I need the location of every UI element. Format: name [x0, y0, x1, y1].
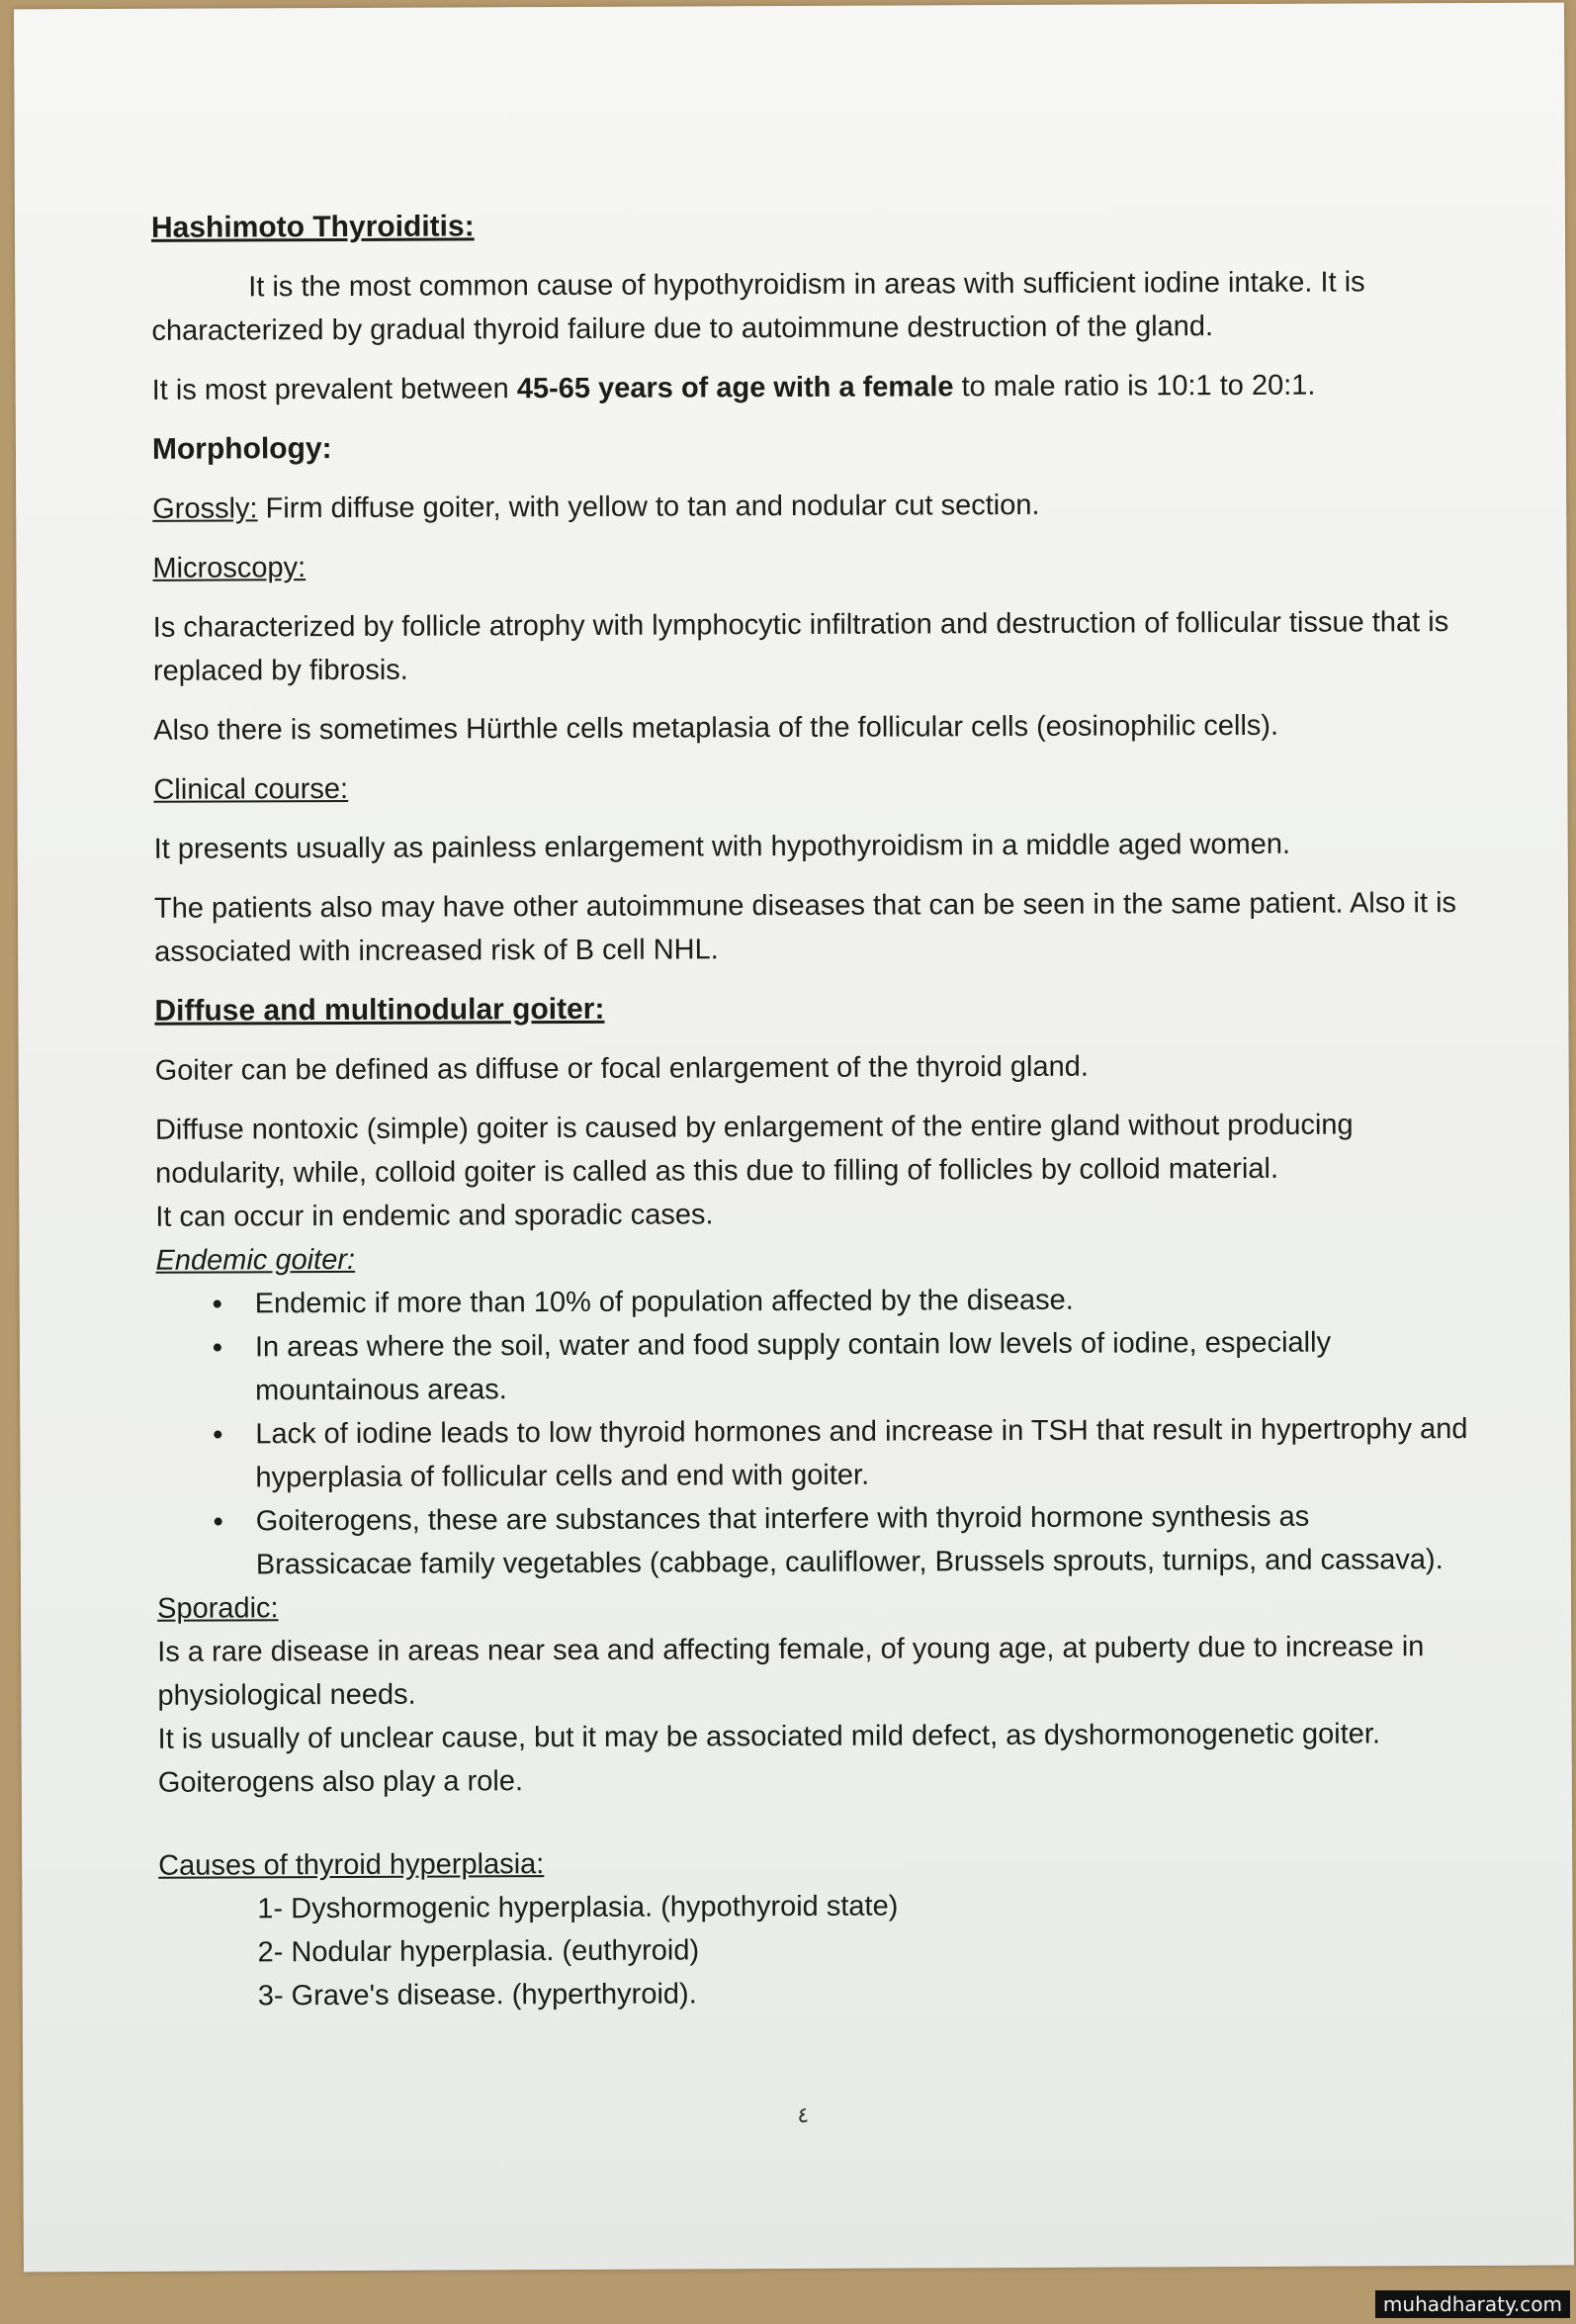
page-number: ٤ [797, 2101, 810, 2127]
clinical-paragraph-1: It presents usually as painless enlargement with hypothyroidism in a middle aged women. [153, 828, 1291, 865]
hashimoto-paragraph-2 [152, 363, 1467, 412]
sporadic-paragraph-2: It is usually of unclear cause, but it may be associated mild defect, as dyshormonogenetic goiter. Goiterogens also play a role. [157, 1718, 1381, 1799]
endemic-goiter-label: Endemic goiter: [155, 1243, 356, 1277]
spacer [158, 1799, 1473, 1844]
document-page [14, 3, 1574, 2273]
microscopy-paragraph-2: Also there is sometimes Hürthle cells metaplasia of the follicular cells (eosinophilic cells). [153, 709, 1279, 747]
hashimoto-p2-bold: 45-65 years of age with a female [516, 371, 954, 405]
bullet-dot-icon [214, 1431, 221, 1439]
bullet-dot-icon [215, 1518, 222, 1526]
causes-list [158, 1882, 1474, 2018]
list-item: Lack of iodine leads to low thyroid hormones and increase in TSH that result in hypertrophy and hyperplasia of follicular cells and end with goiter. [255, 1407, 1471, 1499]
list-item: 3- Grave's disease. (hyperthyroid). [257, 1978, 697, 2012]
goiter-paragraph-2: Diffuse nontoxic (simple) goiter is caused by enlargement of the entire gland without producing nodularity, while, colloid goiter is called as this due to filling of follicles by colloid material. [154, 1109, 1354, 1190]
document-body [151, 201, 1474, 2018]
microscopy-paragraph-1: Is characterized by follicle atrophy with lymphocytic infiltration and destruction of follicular tissue that is replaced by fibrosis. [152, 606, 1449, 687]
site-watermark: muhadharaty.com [1375, 2290, 1570, 2318]
goiter-paragraph-3: It can occur in endemic and sporadic cases. [155, 1199, 714, 1233]
microscopy-label: Microscopy: [152, 552, 306, 584]
hashimoto-p2-pre: It is most prevalent between [151, 373, 517, 406]
clinical-course-label: Clinical course: [153, 772, 349, 806]
hashimoto-paragraph-1: It is the most common cause of hypothyroidism in areas with sufficient iodine intake. It is characterized by gradual thyroid failure due to autoimmune destruction of the gland. [151, 266, 1365, 347]
sporadic-label: Sporadic: [156, 1592, 279, 1625]
bullet-dot-icon [214, 1300, 221, 1308]
goiter-paragraph-1: Goiter can be defined as diffuse or focal enlargement of the thyroid gland. [154, 1050, 1089, 1087]
list-item: 2- Nodular hyperplasia. (euthyroid) [257, 1934, 700, 1969]
endemic-bullet-list [156, 1277, 1472, 1587]
hashimoto-p2-post: to male ratio is 10:1 to 20:1. [953, 369, 1316, 403]
sporadic-paragraph-1: Is a rare disease in areas near sea and affecting female, of young age, at puberty due to increase in physiological needs. [157, 1631, 1425, 1712]
bullet-dot-icon [214, 1344, 221, 1352]
causes-label: Causes of thyroid hyperplasia: [158, 1848, 545, 1882]
list-item: Goiterogens, these are substances that interfere with thyroid hormone synthesis as Brassicacae family vegetables (cabbage, cauliflower, Brussels sprouts, turnips, and cassava). [256, 1494, 1472, 1586]
clinical-paragraph-2: The patients also may have other autoimmune diseases that can be seen in the same patient. Also it is associated with increased risk of B cell NHL. [153, 887, 1457, 968]
section-heading-morphology: Morphology: [151, 432, 332, 466]
section-heading-goiter: Diffuse and multinodular goiter: [154, 992, 605, 1028]
section-heading-hashimoto: Hashimoto Thyroiditis: [150, 210, 475, 244]
list-item: Endemic if more than 10% of population affected by the disease. [255, 1277, 1471, 1325]
list-item: 1- Dyshormogenic hyperplasia. (hypothyroid state) [257, 1890, 899, 1925]
list-item: In areas where the soil, water and food supply contain low levels of iodine, especially mountainous areas. [255, 1320, 1471, 1412]
grossly-label: Grossly: [152, 492, 258, 525]
grossly-paragraph [152, 482, 1467, 531]
grossly-text: Firm diffuse goiter, with yellow to tan and nodular cut section. [257, 489, 1040, 525]
